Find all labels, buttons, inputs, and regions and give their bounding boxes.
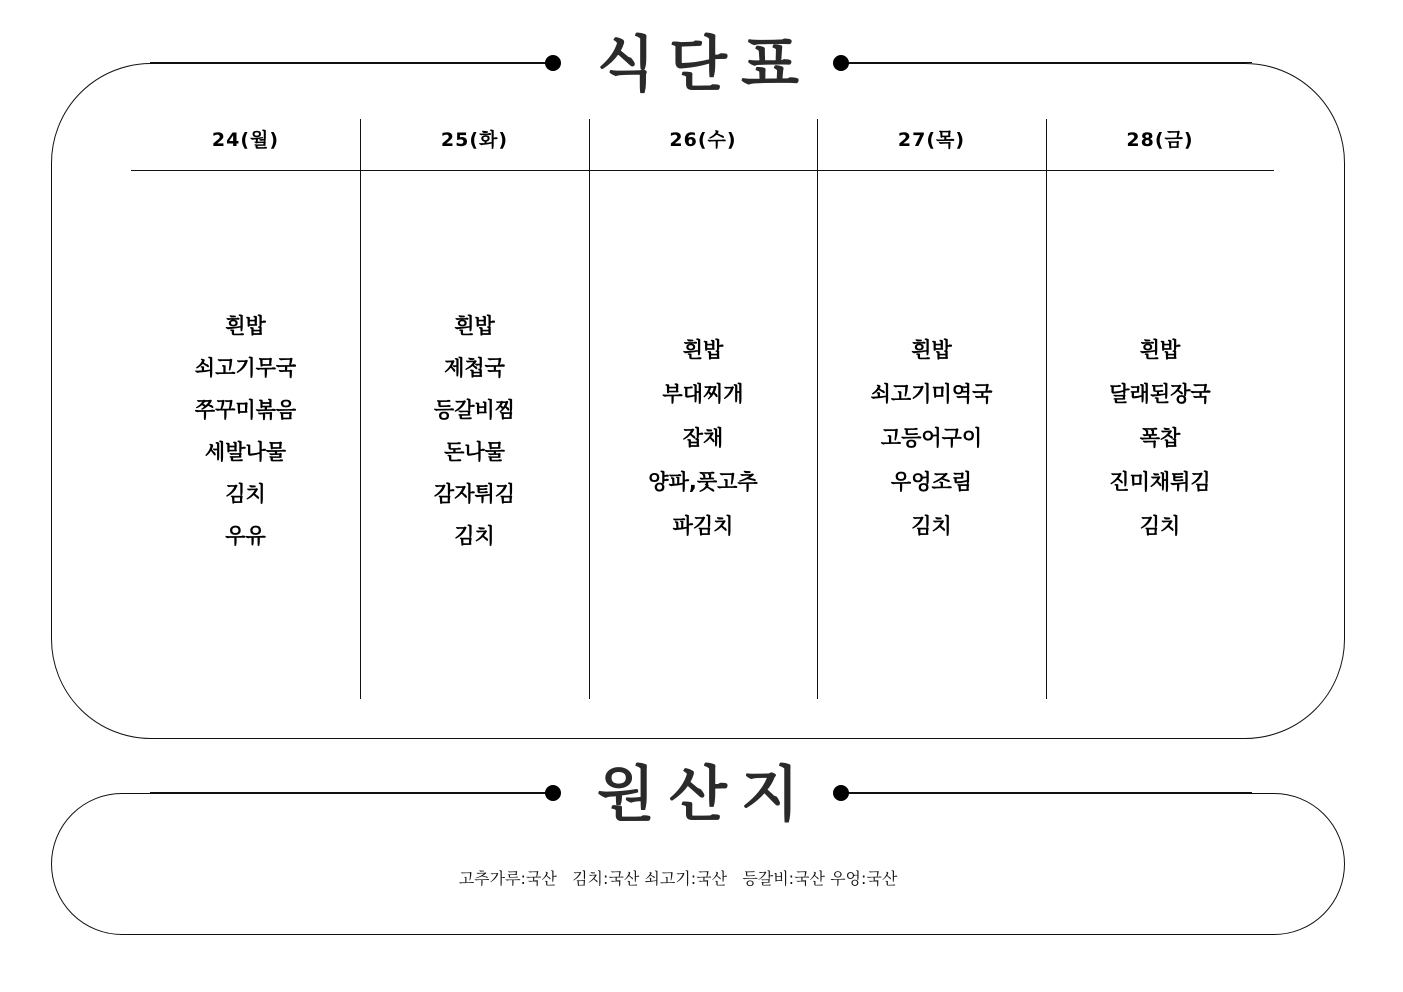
title-dot-left (545, 785, 561, 801)
menu-item: 제첩국 (444, 356, 505, 380)
title-line-left (150, 792, 553, 793)
menu-item: 파김치 (672, 514, 734, 538)
title-dot-right (833, 55, 849, 71)
menu-item: 우엉조림 (890, 470, 973, 494)
menu-item: 쭈꾸미볶음 (194, 398, 297, 422)
title-dot-left (545, 55, 561, 71)
day-header-mon: 24(월) (211, 129, 280, 151)
menu-title-bar (0, 28, 1403, 98)
menu-item: 김치 (454, 524, 495, 548)
day-header-fri: 28(금) (1126, 129, 1194, 151)
menu-item: 잡채 (682, 426, 724, 450)
menu-item: 달래된장국 (1109, 382, 1211, 406)
menu-item: 김치 (911, 514, 952, 538)
menu-item: 김치 (225, 482, 266, 506)
origin-title-bar (0, 758, 1403, 828)
menu-item: 고등어구이 (880, 426, 983, 450)
menu-column-thu (817, 328, 1046, 548)
menu-column-fri (1046, 328, 1274, 548)
menu-item: 감자튀김 (433, 482, 516, 506)
menu-item: 폭찹 (1139, 426, 1181, 450)
menu-column-tue (360, 305, 589, 557)
menu-title: 식단표 (597, 30, 813, 100)
menu-column-mon (131, 305, 360, 557)
menu-item: 양파,풋고추 (648, 470, 758, 494)
menu-item: 세발나물 (204, 440, 287, 464)
menu-item: 우유 (225, 524, 266, 548)
menu-item: 김치 (1139, 514, 1181, 538)
menu-item: 쇠고기무국 (194, 356, 297, 380)
title-dot-right (833, 785, 849, 801)
menu-item: 진미채튀김 (1109, 470, 1211, 494)
origin-info-text: 고추가루:국산 김치:국산 쇠고기:국산 등갈비:국산 우엉:국산 (458, 869, 898, 888)
menu-item: 흰밥 (225, 314, 266, 338)
menu-item: 돈나물 (444, 440, 505, 464)
title-line-right (842, 792, 1252, 793)
menu-item: 등갈비찜 (433, 398, 516, 422)
menu-item: 흰밥 (1139, 338, 1181, 362)
menu-item: 흰밥 (454, 314, 495, 338)
day-header-thu: 27(목) (897, 129, 966, 151)
origin-title: 원산지 (597, 760, 813, 830)
menu-column-wed (589, 328, 817, 548)
menu-item: 부대찌개 (662, 382, 744, 406)
title-line-left (150, 62, 553, 63)
title-line-right (842, 62, 1252, 63)
header-divider (131, 170, 1274, 171)
menu-item: 쇠고기미역국 (870, 382, 993, 406)
day-header-tue: 25(화) (440, 129, 509, 151)
menu-item: 흰밥 (682, 338, 724, 362)
day-header-wed: 26(수) (669, 129, 737, 151)
menu-item: 흰밥 (911, 338, 952, 362)
